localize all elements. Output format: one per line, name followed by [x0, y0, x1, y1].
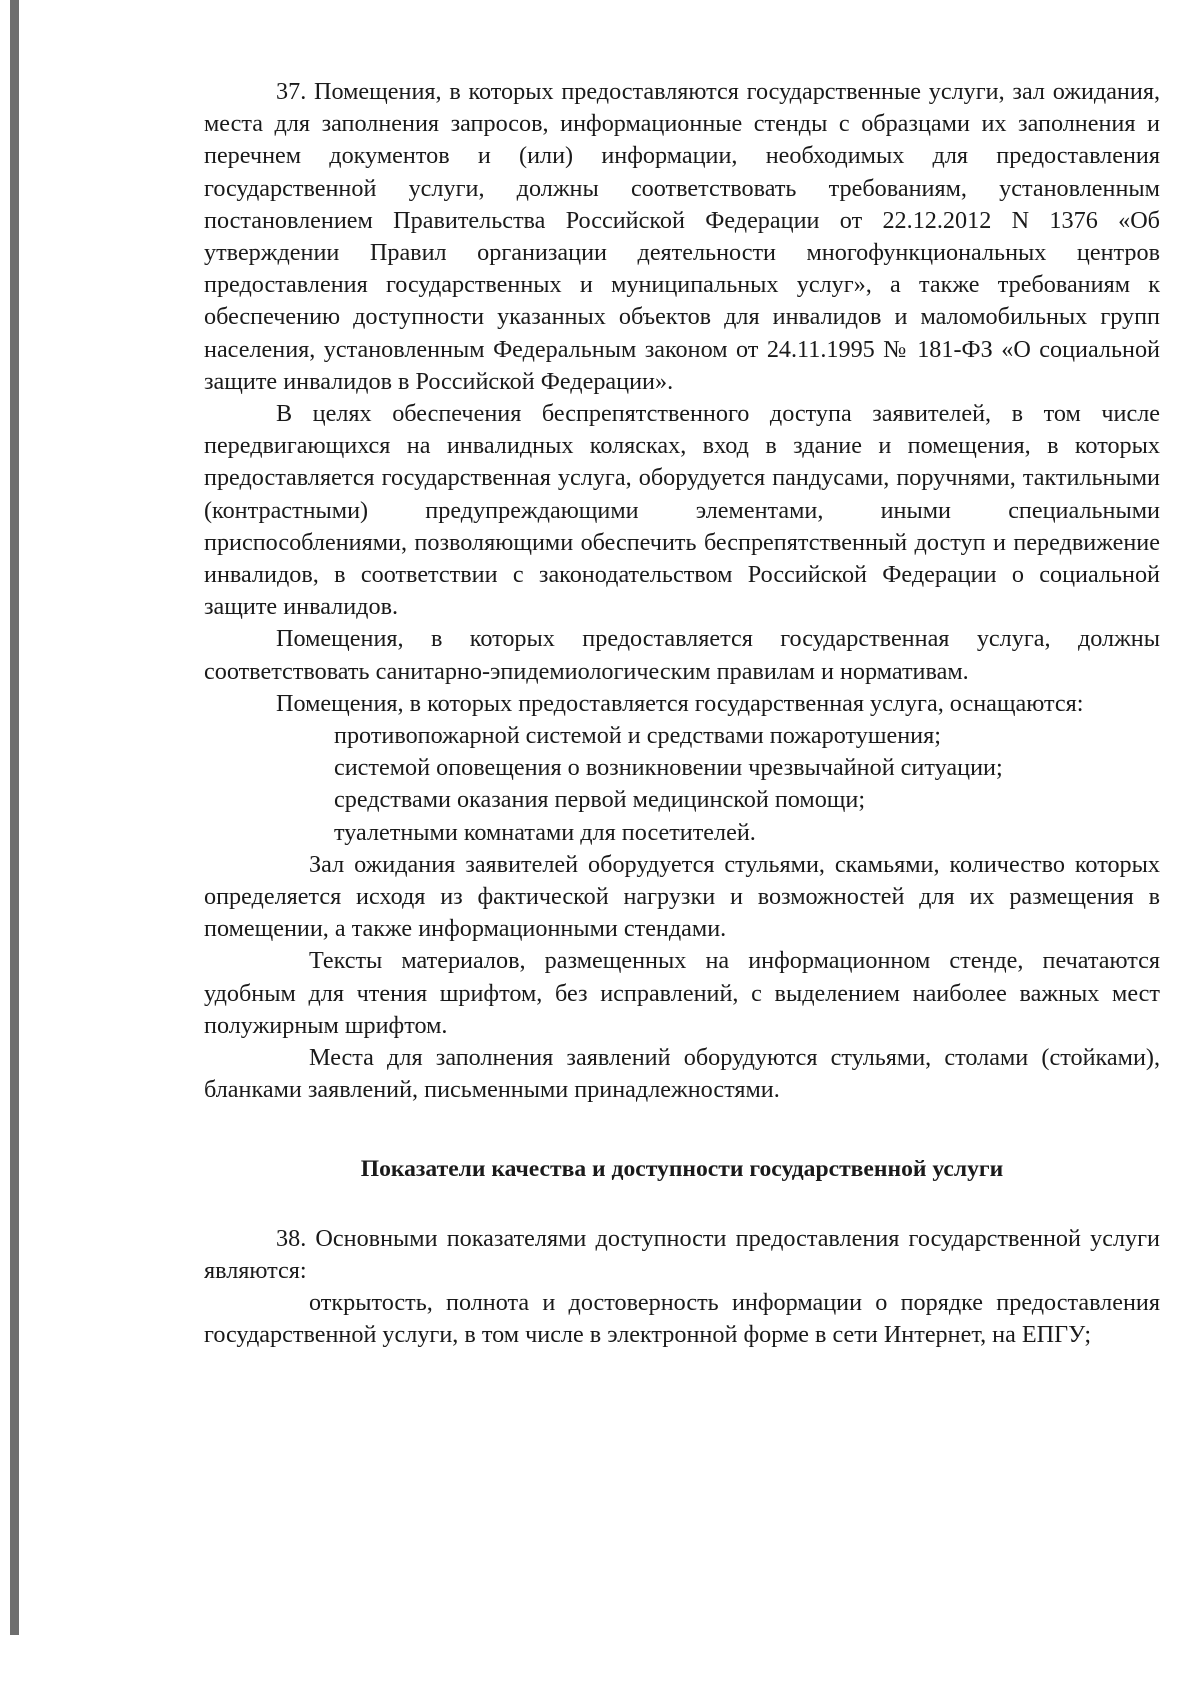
scan-edge-shadow — [10, 0, 19, 1635]
paragraph-38-indicators: 38. Основными показателями доступности предоставления государственной услуги являются: — [204, 1224, 1160, 1284]
paragraph-waiting-hall: Зал ожидания заявителей оборудуется стульями, скамьями, количество которых определяется исходя из фактической нагрузки и возможностей для их размещения в помещении, а также информационными стендами. — [204, 850, 1160, 943]
section-heading: Показатели качества и доступности государственной услуги — [360, 1155, 1004, 1182]
equipment-list-item: туалетными комнатами для посетителей. — [334, 818, 756, 846]
equipment-list-item: противопожарной системой и средствами пожаротушения; — [334, 722, 941, 750]
document-page — [204, 76, 1160, 1352]
paragraph-openness: открытость, полнота и достоверность информации о порядке предоставления государственной услуги, в том числе в электронной форме в сети Интернет, на ЕПГУ; — [204, 1289, 1160, 1349]
paragraph-filling-places: Места для заполнения заявлений оборудуются стульями, столами (стойками), бланками заявлений, письменными принадлежностями. — [204, 1044, 1160, 1104]
paragraph-sanitary: Помещения, в которых предоставляется государственная услуга, должны соответствовать санитарно-эпидемиологическим правилам и нормативам. — [204, 625, 1160, 685]
paragraph-stand-texts: Тексты материалов, размещенных на информационном стенде, печатаются удобным для чтения шрифтом, без исправлений, с выделением наиболее важных мест полужирным шрифтом. — [204, 947, 1160, 1039]
paragraph-37-premises: 37. Помещения, в которых предоставляются государственные услуги, зал ожидания, места для заполнения запросов, информационные стенды с образцами их заполнения и перечнем документов и (или) информации, необходимых для предоставления государственной услуги, должны соответствовать требованиям, установленным постановлением Правительства Российской Федерации от 22.12.2012 N 1376 «Об утверждении Правил организации деятельности многофункциональных центров предоставления государственных и муниципальных услуг», а также требованиям к обеспечению доступности указанных объектов для инвалидов и маломобильных групп населения, установленным Федеральным законом от 24.11.1995 № 181-ФЗ «О социальной защите инвалидов в Российской Федерации». — [204, 78, 1160, 395]
paragraph-accessibility: В целях обеспечения беспрепятственного доступа заявителей, в том числе передвигающихся на инвалидных колясках, вход в здание и помещения, в которых предоставляется государственная услуга, оборудуется пандусами, поручнями, тактильными (контрастными) предупреждающими элементами, иными специальными приспособлениями, позволяющими обеспечить беспрепятственный доступ и передвижение инвалидов, в соответствии с законодательством Российской Федерации о социальной защите инвалидов. — [204, 400, 1160, 621]
paragraph-equipment-intro: Помещения, в которых предоставляется государственная услуга, оснащаются: — [276, 689, 1084, 717]
equipment-list-item: системой оповещения о возникновении чрезвычайной ситуации; — [334, 754, 1003, 782]
equipment-list-item: средствами оказания первой медицинской помощи; — [334, 786, 866, 814]
